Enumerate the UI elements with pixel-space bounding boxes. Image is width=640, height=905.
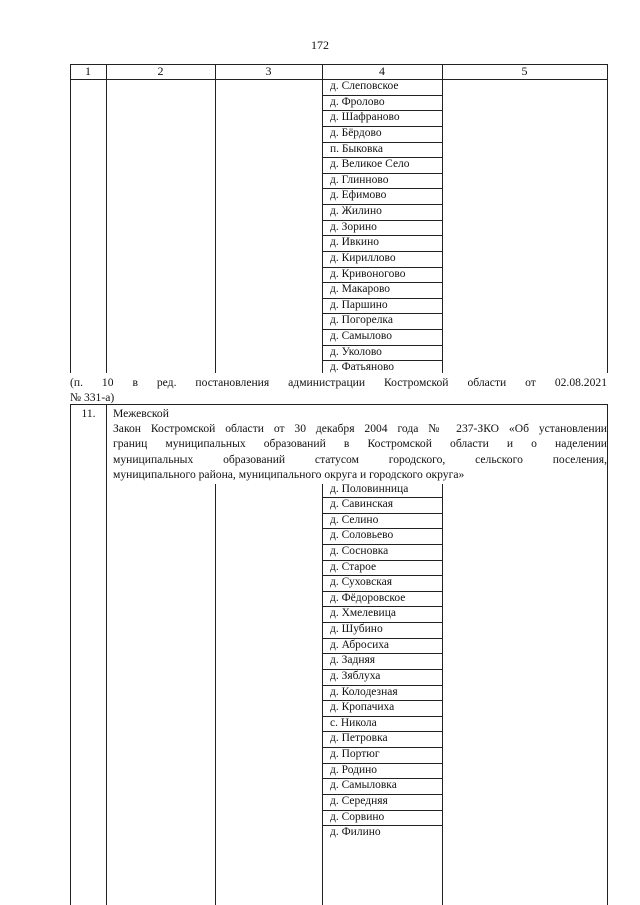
law-line: Закон Костромской области от 30 декабря 2004 года № 237-ЗКО «Об установлении [113,422,607,435]
list-item: д. Паршино [330,299,388,311]
list-item: д. Родино [330,764,378,776]
law-line: муниципальных образований статусом городского, сельского поселения, [113,452,607,466]
list-item: д. Половинница [330,483,409,495]
list-item: д. Фролово [330,96,385,108]
list-item: д. Самылово [330,330,392,342]
list-item: д. Фатьяново [330,361,395,373]
list-item: д. Зяблуха [330,670,381,682]
list-item: д. Соловьево [330,529,394,541]
amendment-note-line-1: (п. 10 в ред. постановления администрации Костромской области от 02.08.2021 [70,376,607,389]
list-item: д. Самыловка [330,779,397,791]
list-item: д. Старое [330,561,377,573]
list-item: д. Кривоногово [330,268,406,280]
list-item: п. Быковка [330,143,383,155]
list-item: д. Бёрдово [330,127,382,139]
list-item: д. Середняя [330,795,388,807]
header-col-1: 1 [85,64,91,78]
list-item: д. Савинская [330,498,394,510]
list-item: д. Ефимово [330,189,387,201]
amendment-note-line-2: № 331-а) [70,391,115,404]
list-item: д. Глинново [330,174,389,186]
list-item: д. Филино [330,826,381,838]
list-item: д. Кириллово [330,252,396,264]
list-item: д. Макарово [330,283,391,295]
list-item: д. Суховская [330,576,393,588]
list-item: д. Задняя [330,654,376,666]
header-col-3: 3 [265,64,272,78]
header-col-2: 2 [157,64,164,78]
list-item: д. Фёдоровское [330,592,406,604]
list-item: д. Зорино [330,221,377,233]
amendment-note [70,375,607,405]
header-col-4: 4 [379,64,385,78]
list-item: д. Колодезная [330,686,398,698]
list-item: д. Петровка [330,732,388,744]
list-item: д. Сорвино [330,811,385,823]
municipality-name: Межевской [113,407,169,420]
list-item: д. Сосновка [330,545,389,557]
list-item: д. Селино [330,514,379,526]
list-item: д. Кропачиха [330,701,395,713]
list-item: д. Портюг [330,748,380,760]
list-item: д. Шафраново [330,111,400,123]
header-col-5: 5 [521,64,528,78]
list-item: д. Погорелка [330,314,393,326]
law-line: муниципального района, муниципального округа и городского округа» [113,467,465,481]
list-item: д. Слеповское [330,80,399,92]
law-reference [113,421,607,482]
list-item: д. Абросиха [330,639,389,651]
list-item: д. Великое Село [330,158,410,170]
law-line: границ муниципальных образований в Костромской области и о наделении [113,437,607,451]
row-number: 11. [81,407,96,420]
list-item: д. Хмелевица [330,607,396,619]
list-item: д. Уколово [330,346,382,358]
list-item: с. Никола [330,717,377,729]
list-item: д. Ивкино [330,236,379,248]
page-number: 172 [311,38,329,52]
list-item: д. Шубино [330,623,383,635]
list-item: д. Жилино [330,205,382,217]
